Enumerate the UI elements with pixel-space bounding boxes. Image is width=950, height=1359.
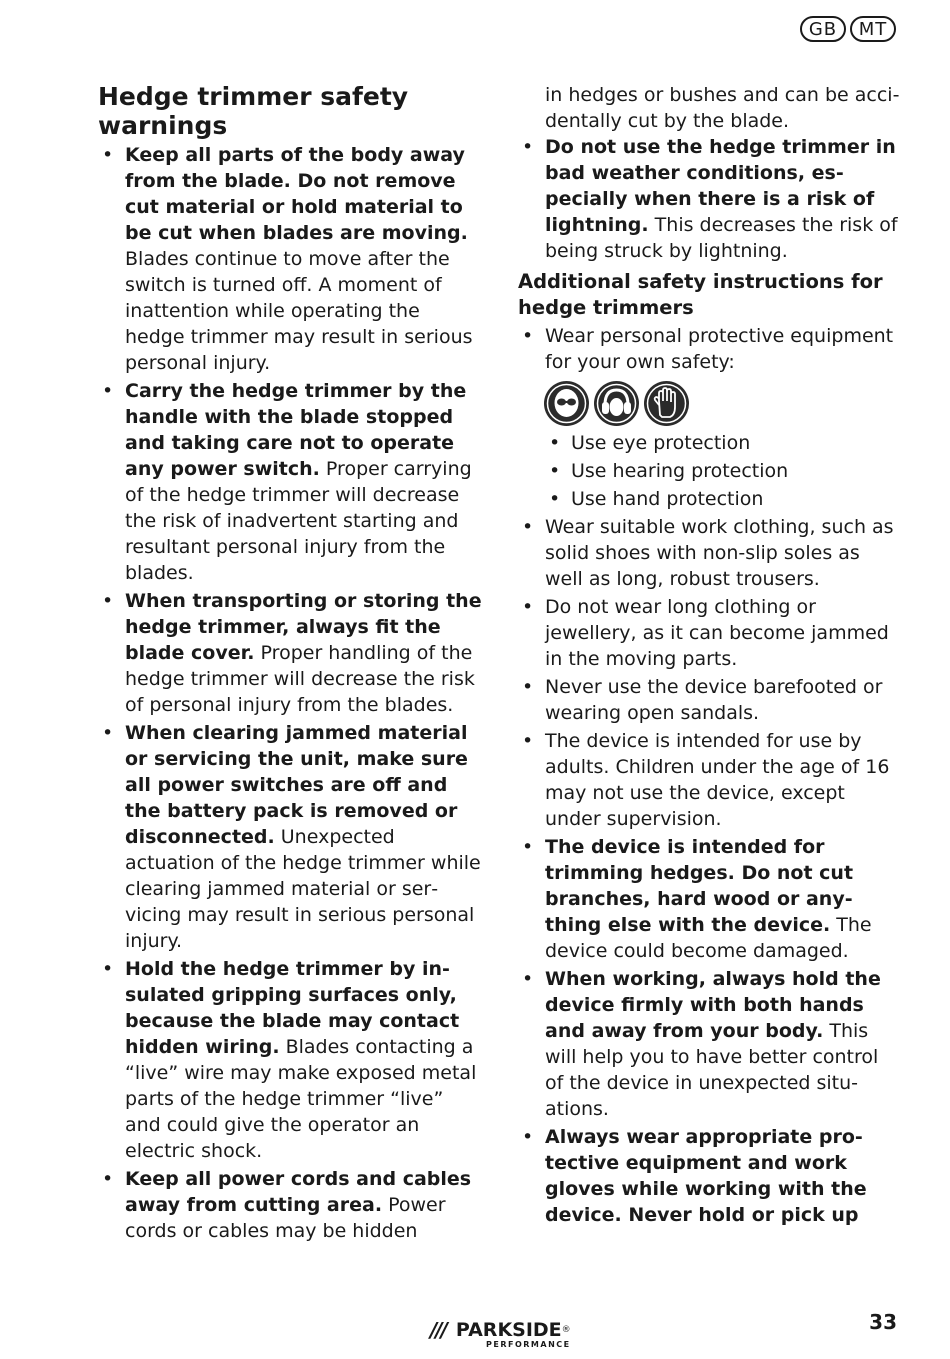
list-item: [518, 1124, 900, 1228]
warning-text: Power cords or cables may be hidden: [125, 1194, 446, 1242]
list-item: [518, 728, 900, 832]
list-item: [518, 514, 900, 592]
instruction-text: Never use the device barefooted or wearing open sandals.: [545, 676, 883, 724]
hearing-protection-icon: [594, 381, 639, 426]
warning-bold: Keep all parts of the body away from the blade. Do not remove cut material or hold material to be cut when blades are moving.: [125, 144, 468, 244]
language-badge-mt: MT: [850, 16, 896, 42]
ppe-icons: [544, 381, 900, 426]
language-badge-gb: GB: [800, 16, 846, 42]
warning-bold: Keep all power cords and cables away from cutting area.: [125, 1168, 472, 1216]
continued-text: in hedges or bushes and can be accidentally cut by the blade.: [545, 84, 900, 132]
instruction-text: This will help you to have better control of the device in unexpected situations.: [545, 1020, 879, 1120]
list-item: [518, 674, 900, 726]
warning-bold: When clearing jammed material or servicing the unit, make sure all power switches are off and the battery pack is removed or disconnected.: [125, 722, 468, 848]
ppe-intro-text: Wear personal protective equipment for your own safety:: [545, 325, 894, 373]
list-item: [98, 142, 482, 376]
warning-bold: When transporting or storing the hedge trimmer, always fit the blade cover.: [125, 590, 482, 664]
list-item: [98, 1166, 482, 1244]
warning-text: This decreases the risk of being struck by lightning.: [545, 214, 898, 262]
list-item: • Use hand protection: [545, 486, 900, 512]
brand-subline: PERFORMANCE: [486, 1340, 571, 1349]
hand-protection-icon: [644, 381, 689, 426]
list-item: [518, 594, 900, 672]
brand-logo: [430, 1318, 571, 1349]
list-item: [98, 588, 482, 718]
additional-instructions-list-2: [518, 514, 900, 1228]
instruction-text: Wear suitable work clothing, such as solid shoes with non-slip soles as well as long, robust trousers.: [545, 516, 894, 590]
additional-instructions-list: [518, 323, 900, 375]
instruction-text: The device could become damaged.: [545, 914, 872, 962]
list-item: • Use hearing protection: [545, 458, 900, 484]
ppe-list: [545, 430, 900, 512]
instruction-text: The device is intended for use by adults. Children under the age of 16 may not use the device, except under supervision.: [545, 730, 890, 830]
brand-mark: ®: [561, 1325, 571, 1335]
instruction-bold: The device is intended for trimming hedges. Do not cut branches, hard wood or anything else with the device.: [545, 836, 854, 936]
list-item: [98, 378, 482, 586]
right-column: [518, 80, 900, 1230]
warning-list-continued: [518, 134, 900, 264]
left-column: [98, 80, 482, 1246]
brand-name: PARKSIDE: [455, 1319, 562, 1341]
instruction-bold: When working, always hold the device firmly with both hands and away from your body.: [545, 968, 881, 1042]
subsection-heading: Additional safety instructions for hedge trimmers: [518, 270, 883, 319]
language-tabs: [800, 16, 896, 42]
warning-list: [98, 142, 482, 1244]
page-number: 33: [869, 1310, 897, 1334]
list-item: [518, 834, 900, 964]
brand-slashes-icon: ///: [430, 1318, 446, 1342]
list-item: [518, 323, 900, 375]
warning-bold: Carry the hedge trimmer by the handle with the blade stopped and taking care not to operate any power switch.: [125, 380, 467, 480]
list-item: [518, 966, 900, 1122]
warning-text: Blades continue to move after the switch is turned off. A moment of inattention while operating the hedge trimmer may result in serious personal injury.: [125, 248, 473, 374]
instruction-text: Do not wear long clothing or jewellery, as it can become jammed in the moving parts.: [545, 596, 889, 670]
list-item: [98, 720, 482, 954]
warning-text: Unexpected actuation of the hedge trimmer while clearing jammed material or servicing may result in serious personal injury.: [125, 826, 481, 952]
section-heading: Hedge trimmer safety warnings: [98, 82, 409, 140]
list-item: • Use eye protection: [545, 430, 900, 456]
warning-text: Proper carrying of the hedge trimmer will decrease the risk of inadvertent starting and resultant personal injury from the blades.: [125, 458, 472, 584]
instruction-bold: Always wear appropriate protective equipment and work gloves while working with the device. Never hold or pick up: [545, 1126, 867, 1226]
warning-text: Blades contacting a “live” wire may make exposed metal parts of the hedge trimmer “live” and could give the operator an electric shock.: [125, 1036, 477, 1162]
warning-bold: Hold the hedge trimmer by insulated gripping surfaces only, because the blade may contact hidden wiring.: [125, 958, 460, 1058]
list-item: [98, 956, 482, 1164]
eye-protection-icon: [544, 381, 589, 426]
warning-bold: Do not use the hedge trimmer in bad weather conditions, especially when there is a risk of lightning.: [545, 136, 896, 236]
list-item: [518, 134, 900, 264]
warning-text: Proper handling of the hedge trimmer will decrease the risk of personal injury from the blades.: [125, 642, 475, 716]
